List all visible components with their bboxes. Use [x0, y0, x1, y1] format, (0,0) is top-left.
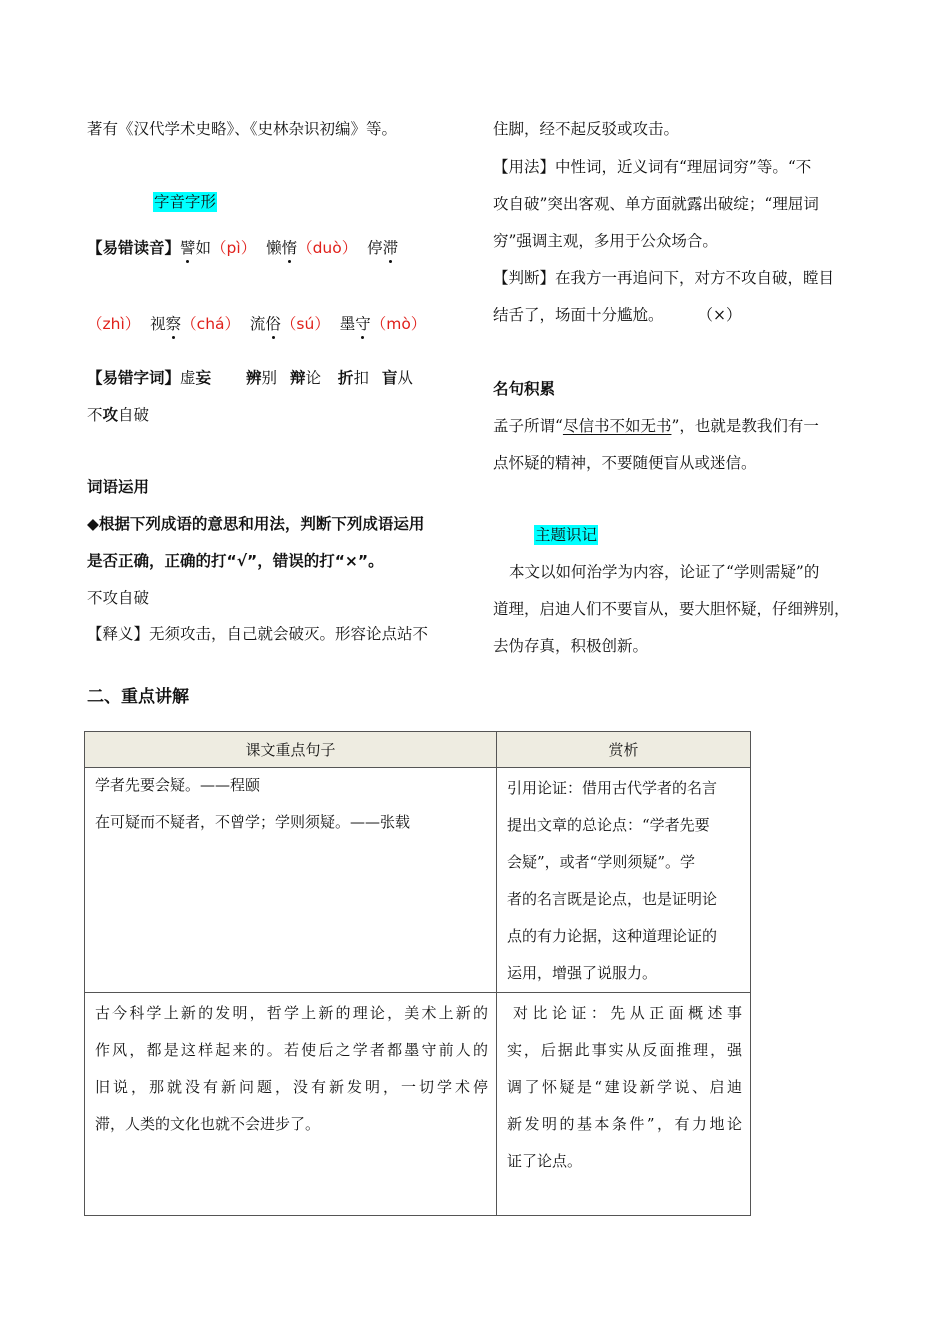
pron-line-2: （zhì） 视察（chá） 流俗（sú） 墨守（mò） [87, 315, 427, 333]
zhuti-line-3: 去伪存真，积极创新。 [493, 637, 649, 655]
yongfa-line-1: 【用法】中性词，近义词有“理屈词穷”等。“不 [493, 158, 812, 176]
zhuti-line-1: 本文以如何治学为内容，论证了“学则需疑”的 [509, 563, 820, 581]
instruction-line-1: ◆根据下列成语的意思和用法，判断下列成语运用 [87, 515, 425, 533]
yicuo-zici-label: 【易错字词】 [87, 369, 181, 387]
ciyu-heading: 词语运用 [87, 478, 150, 496]
shiyi-line-2: 住脚，经不起反驳或攻击。 [493, 120, 680, 138]
zhuti-line-2: 道理，启迪人们不要盲从，要大胆怀疑，仔细辨别， [493, 600, 850, 618]
col-header-sentence: 课文重点句子 [85, 732, 497, 768]
instruction-line-2: 是否正确，正确的打“√”，错误的打“×”。 [87, 552, 384, 570]
yongfa-line-3: 穷”强调主观，多用于公众场合。 [493, 232, 718, 250]
pron-char: 譬 [180, 239, 196, 257]
zhuti-heading: 主题识记 [535, 526, 598, 544]
idiom: 不攻自破 [87, 589, 150, 607]
zyzx-heading: 字音字形 [154, 193, 217, 211]
pron-char: 察 [165, 315, 182, 333]
pinyin: （pì） [211, 239, 257, 257]
pron-char: 守 [355, 315, 371, 333]
key-sentences-table [84, 731, 751, 1216]
mingju-line-1: 孟子所谓“尽信书不如无书”，也就是教我们有一 [493, 417, 819, 435]
pinyin: （zhì） [87, 315, 141, 333]
pinyin: （sú） [280, 315, 330, 333]
section2-heading: 二、重点讲解 [87, 687, 189, 707]
mingju-line-2: 点怀疑的精神，不要随便盲从或迷信。 [493, 454, 757, 472]
table-row [85, 993, 751, 1216]
panduan-answer: （×） [697, 306, 742, 324]
pron-char: 俗 [265, 315, 281, 333]
col-header-analysis: 赏析 [497, 732, 751, 768]
pinyin: （mò） [370, 315, 427, 333]
panduan-line-2: 结舌了，场面十分尴尬。 （×） [493, 306, 742, 324]
zici-line-1: 【易错字词】虚妄 辨别 辩论 折扣 盲从 [87, 368, 413, 387]
mingju-heading: 名句积累 [493, 380, 556, 398]
mingju-quote: 尽信书不如无书 [562, 417, 672, 435]
pron-char: 滞 [382, 239, 399, 257]
analysis-cell: 引用论证：借用古代学者的名言 提出文章的总论点：“学者先要 会疑”，或者“学则须疑”。学 者的名言既是论点，也是证明论 点的有力论据，这种道理论证的 运用，增强了说服力。 [497, 768, 751, 993]
sentence-cell: 古今科学上新的发明，哲学上新的理论，美术上新的 作风，都是这样起来的。若使后之学者都墨守前人的 旧说，那就没有新问题，没有新发明，一切学术停 滞，人类的文化也就不会进步了。 [85, 993, 497, 1216]
pinyin: （duò） [297, 239, 358, 257]
pron-line-1: 【易错读音】譬如（pì） 懒惰（duò） 停滞 [87, 239, 399, 257]
pron-char: 惰 [281, 239, 298, 257]
panduan-line-1: 【判断】在我方一再追问下，对方不攻自破，瞠目 [493, 269, 835, 287]
yongfa-line-2: 攻自破”突出客观、单方面就露出破绽；“理屈词 [493, 195, 819, 213]
yicuo-duyin-label: 【易错读音】 [87, 239, 181, 257]
table-header-row [85, 732, 751, 768]
table-row [85, 768, 751, 993]
analysis-cell: 对比论证：先从正面概述事 实，后据此事实从反面推理，强 调了怀疑是“建设新学说、启迪 新发明的基本条件”，有力地论 证了论点。 [497, 993, 751, 1216]
intro-line: 著有《汉代学术史略》、《史林杂识初编》等。 [87, 120, 398, 138]
shiyi-line-1: 【释义】无须攻击，自己就会破灭。形容论点站不 [87, 625, 429, 643]
pinyin: （chá） [181, 315, 241, 333]
sentence-cell: 学者先要会疑。——程颐 在可疑而不疑者，不曾学；学则须疑。——张载 [85, 768, 497, 993]
zici-line-2: 不攻自破 [87, 405, 150, 424]
